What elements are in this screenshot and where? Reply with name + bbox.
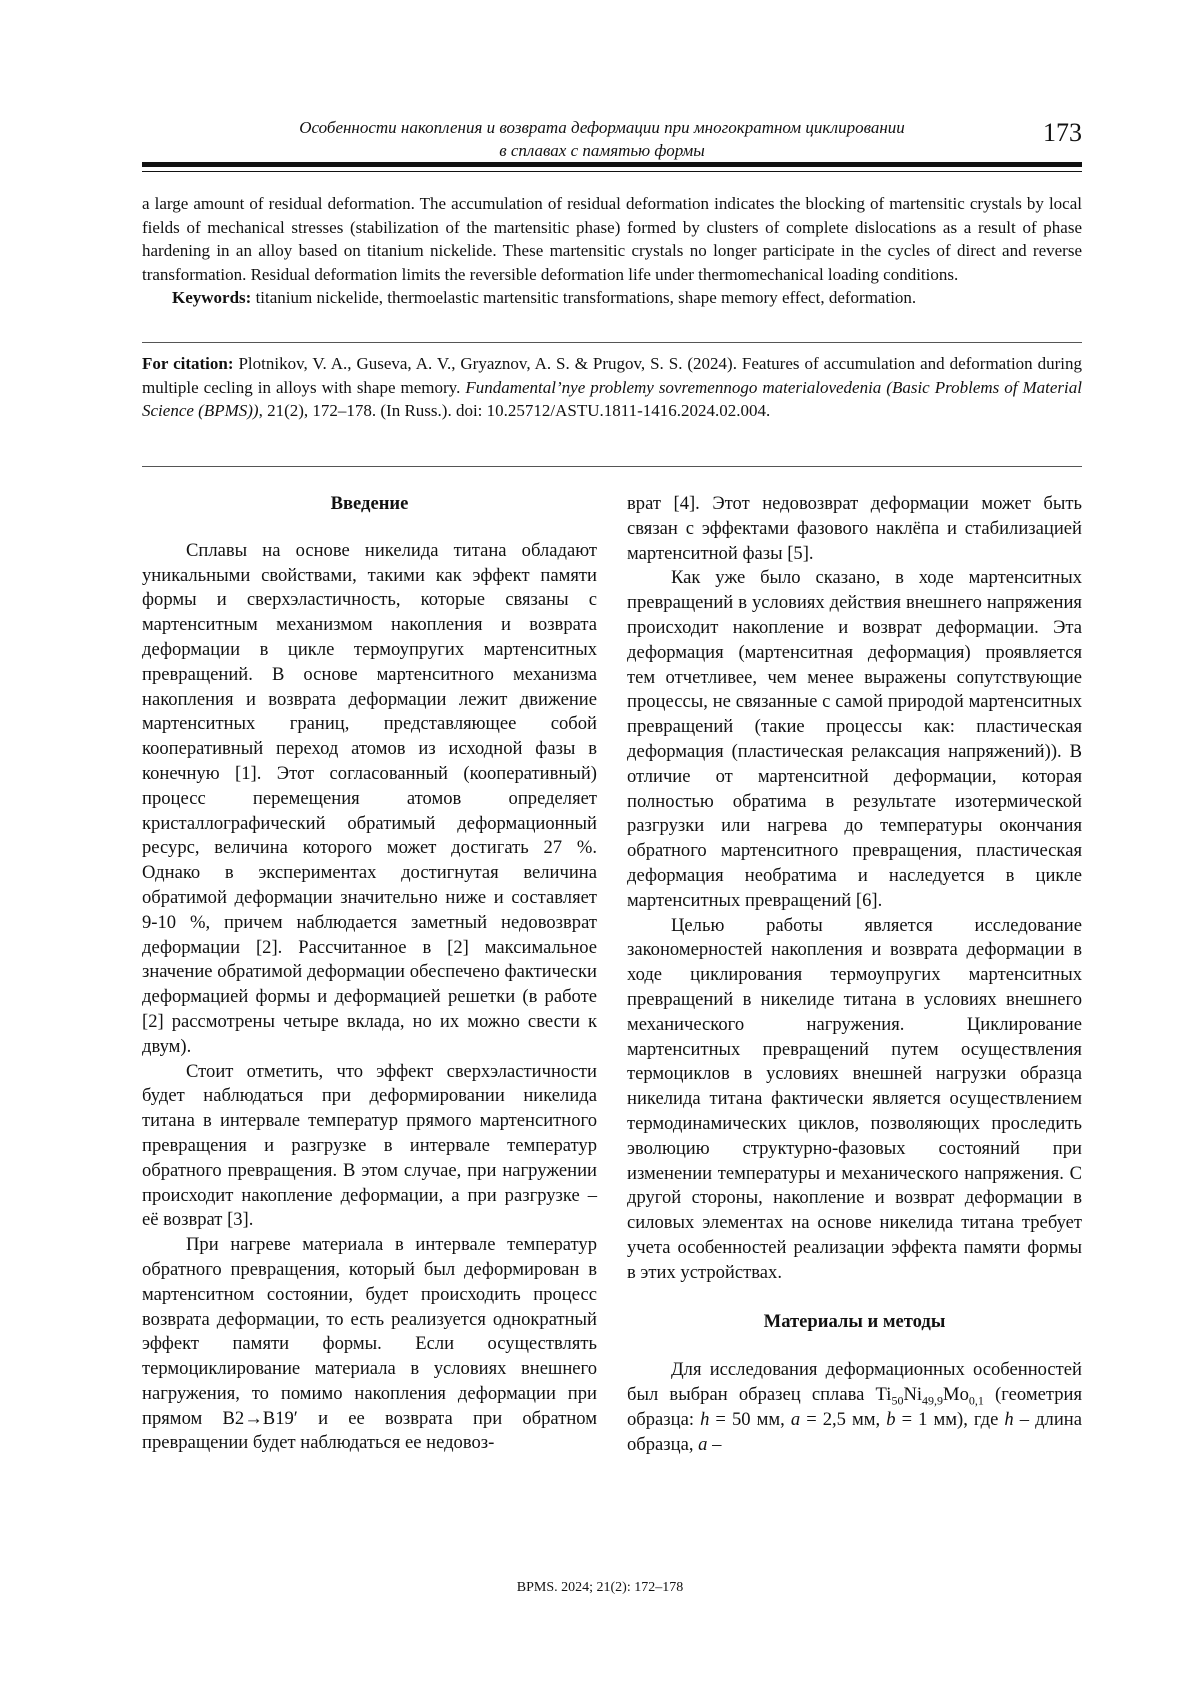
running-header-title-line2: в сплавах с памятью формы	[499, 141, 705, 160]
intro-paragraph-2: Стоит отметить, что эффект сверхэластичности будет наблюдаться при деформировании никелида титана в интервале температур прямого мартенситного превращения и разгрузке в интервале температур обратного превращения. В этом случае, при нагружении происходит накопление деформации, а при разгрузке – её возврат [3].	[142, 1060, 597, 1231]
var-a-2: a	[698, 1433, 708, 1455]
var-h-2: h	[1004, 1408, 1014, 1430]
intro-paragraph-4: Как уже было сказано, в ходе мартенситных превращений в условиях действия внешнего напряжения происходит накопление и возврат деформации. Эта деформация (мартенситная деформация) проявляется тем отчетливее, чем менее выражены сопутствующие процессы, не связанные с самой природой мартенситных превращений (такие процессы как: пластическая деформация (пластическая релаксация напряжений)). В отличие от мартенситной деформации, которая полностью обратима в результате изотермической разгрузки или нагрева до температуры окончания обратного мартенситного превращения, пластическая деформация необратима и наследуется в цикле мартенситных превращений [6].	[627, 567, 1082, 911]
subscript-mo: 0,1	[968, 1393, 984, 1408]
continued-paragraph: врат [4]. Этот недовозврат деформации может быть связан с эффектами фазового наклёпа и стабилизацией мартенситной фазы [5].	[627, 493, 1082, 564]
keywords	[142, 286, 1082, 310]
methods-text-start: Для исследования деформационных особенностей был выбран образец сплава Ti	[627, 1359, 1082, 1406]
methods-text-mid5: – длина образца,	[627, 1408, 1082, 1455]
citation-details: , 21(2), 172–178. (In Russ.). doi: 10.25712/ASTU.1811-1416.2024.02.004.	[258, 401, 771, 420]
running-header	[142, 112, 1082, 168]
heading-materials-methods: Материалы и методы	[763, 1310, 946, 1332]
left-column	[142, 492, 597, 1456]
subscript-ni: 49,9	[922, 1393, 944, 1408]
methods-text-mid1: (геометрия образца:	[627, 1384, 1082, 1430]
var-h: h	[700, 1408, 710, 1430]
var-b: b	[886, 1408, 896, 1430]
methods-text-mid3: = 2,5 мм,	[800, 1408, 887, 1430]
citation-journal: Fundamental’nye problemy sovremennogo materialovedenia (Basic Problems of Material Science (BPMS))	[142, 377, 1082, 420]
abstract-text: a large amount of residual deformation. The accumulation of residual deformation indicates the blocking of martensitic crystals by local fields of mechanical stresses (stabilization of the martensitic phase) formed by clusters of complete dislocations as a result of phase hardening in an alloy based on titanium nickelide. These martensitic crystals no longer participate in the cycles of direct and reverse transformation. Residual deformation limits the reversible deformation life under thermomechanical loading conditions.	[142, 194, 1082, 284]
page-footer: BPMS. 2024; 21(2): 172–178	[516, 1580, 684, 1595]
running-header-title	[222, 116, 982, 162]
header-rule-thin	[142, 171, 1082, 172]
citation-authors: Plotnikov, V. A., Guseva, A. V., Gryaznov, A. S. & Prugov, S. S. (2024). Features of accumulation and deformation during multiple cecling in alloys with shape memory.	[142, 354, 1082, 397]
keywords-label: Keywords:	[172, 288, 252, 307]
abstract	[142, 192, 1082, 310]
var-a: a	[790, 1408, 801, 1430]
citation-label: For citation:	[142, 354, 234, 373]
methods-text-mid2: = 50 мм,	[709, 1408, 791, 1430]
methods-text-mid4: = 1 мм), где	[895, 1408, 1005, 1430]
running-header-title-line1: Особенности накопления и возврата деформации при многократном циклировании	[299, 118, 905, 137]
right-column	[627, 492, 1082, 1457]
element-ni: Ni	[903, 1384, 923, 1406]
page-number: 173	[1043, 118, 1082, 147]
citation	[142, 352, 1082, 423]
methods-text-end: –	[707, 1433, 722, 1455]
divider-bottom	[142, 466, 1082, 467]
subscript-ti: 50	[891, 1393, 904, 1408]
heading-introduction: Введение	[330, 493, 409, 514]
element-mo: Mo	[943, 1384, 969, 1406]
intro-paragraph-3: При нагреве материала в интервале температур обратного превращения, который был деформирован в мартенситном состоянии, будет происходить процесс возврата деформации, то есть реализуется однократный эффект памяти формы. Если осуществлять термоциклирование материала в условиях внешнего нагружения, то помимо накопления деформации при прямом B2→B19′ и ее возврата при обратном превращении будет наблюдаться ее недовоз-	[142, 1234, 597, 1454]
intro-paragraph-5: Целью работы является исследование закономерностей накопления и возврата деформации в ходе циклирования термоупругих мартенситных превращений в никелиде титана в условиях внешнего механического нагружения. Циклирование мартенситных превращений путем осуществления термоциклов в условиях внешней нагрузки образца никелида титана фактически является осуществлением термодинамических циклов, позволяющих проследить эволюцию структурно-фазовых состояний при изменении температуры и механического напряжения. С другой стороны, накопление и возврат деформации в силовых элементах на основе никелида титана требует учета особенностей реализации эффекта памяти формы в этих устройствах.	[627, 914, 1082, 1283]
intro-paragraph-1: Сплавы на основе никелида титана обладают уникальными свойствами, такими как эффект памяти формы и сверхэластичность, которые связаны с мартенситным механизмом накопления и возврата деформации в цикле термоупругих мартенситных превращений. В основе мартенситного механизма накопления и возврата деформации лежит движение мартенситных границ, представляющее собой кооперативный переход атомов из исходной фазы в конечную [1]. Этот согласованный (кооперативный) процесс перемещения атомов определяет кристаллографический обратимый деформационный ресурс, величина которого может достигать 27 %. Однако в экспериментах достигнутая величина обратимой деформации значительно ниже и составляет 9-10 %, причем наблюдается заметный недовозврат деформации [2]. Рассчитанное в [2] максимальное значение обратимой деформации обеспечено фактически деформацией формы и деформацией решетки (в работе [2] рассмотрены четыре вклада, но их можно свести к двум).	[142, 539, 597, 1057]
keywords-text: titanium nickelide, thermoelastic martensitic transformations, shape memory effect, deformation.	[251, 288, 917, 307]
header-rule-thick	[142, 162, 1082, 167]
methods-paragraph-1	[627, 1358, 1082, 1457]
divider-top	[142, 342, 1082, 343]
